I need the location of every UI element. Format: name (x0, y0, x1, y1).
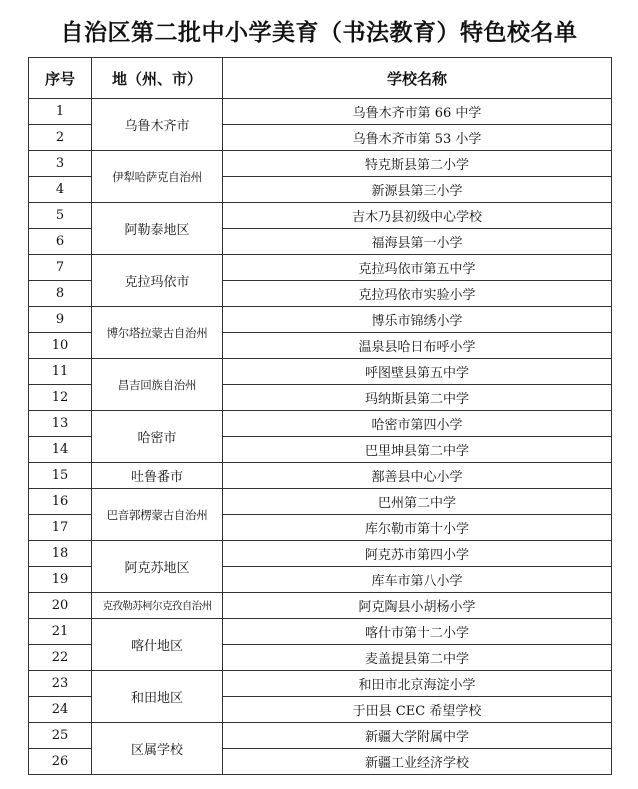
region-cell: 伊犁哈萨克自治州 (92, 151, 223, 203)
row-index: 4 (29, 177, 92, 203)
row-index: 22 (29, 645, 92, 671)
row-index: 2 (29, 125, 92, 151)
school-name-cell: 新疆大学附属中学 (223, 723, 612, 749)
row-index: 18 (29, 541, 92, 567)
region-cell: 吐鲁番市 (92, 463, 223, 489)
row-index: 14 (29, 437, 92, 463)
table-row (29, 541, 612, 567)
region-cell: 喀什地区 (92, 619, 223, 671)
region-cell: 区属学校 (92, 723, 223, 775)
row-index: 3 (29, 151, 92, 177)
table-row (29, 203, 612, 229)
school-name-cell: 特克斯县第二小学 (223, 151, 612, 177)
row-index: 10 (29, 333, 92, 359)
school-name-cell: 新疆工业经济学校 (223, 749, 612, 775)
region-cell: 哈密市 (92, 411, 223, 463)
table-body (29, 99, 612, 775)
table-row (29, 411, 612, 437)
row-index: 26 (29, 749, 92, 775)
row-index: 21 (29, 619, 92, 645)
table-row (29, 151, 612, 177)
school-name-cell: 玛纳斯县第二中学 (223, 385, 612, 411)
table-row (29, 671, 612, 697)
school-name-cell: 乌鲁木齐市第 53 小学 (223, 125, 612, 151)
row-index: 20 (29, 593, 92, 619)
school-name-cell: 阿克陶县小胡杨小学 (223, 593, 612, 619)
school-name-cell: 博乐市锦绣小学 (223, 307, 612, 333)
table-row (29, 255, 612, 281)
school-name-cell: 于田县 CEC 希望学校 (223, 697, 612, 723)
school-name-cell: 麦盖提县第二中学 (223, 645, 612, 671)
row-index: 16 (29, 489, 92, 515)
row-index: 5 (29, 203, 92, 229)
page-title: 自治区第二批中小学美育（书法教育）特色校名单 (60, 20, 578, 46)
region-cell: 克拉玛依市 (92, 255, 223, 307)
row-index: 6 (29, 229, 92, 255)
table-row (29, 359, 612, 385)
header-region: 地（州、市） (92, 58, 223, 99)
table-header-row (29, 58, 612, 99)
row-index: 1 (29, 99, 92, 125)
school-name-cell: 呼图壁县第五中学 (223, 359, 612, 385)
school-name-cell: 阿克苏市第四小学 (223, 541, 612, 567)
table-row (29, 619, 612, 645)
school-name-cell: 喀什市第十二小学 (223, 619, 612, 645)
table-row (29, 489, 612, 515)
row-index: 19 (29, 567, 92, 593)
school-name-cell: 吉木乃县初级中心学校 (223, 203, 612, 229)
region-cell: 博尔塔拉蒙古自治州 (92, 307, 223, 359)
region-cell: 克孜勒苏柯尔克孜自治州 (92, 593, 223, 619)
region-cell: 阿勒泰地区 (92, 203, 223, 255)
region-cell: 昌吉回族自治州 (92, 359, 223, 411)
row-index: 23 (29, 671, 92, 697)
table-row (29, 723, 612, 749)
row-index: 8 (29, 281, 92, 307)
region-cell: 阿克苏地区 (92, 541, 223, 593)
row-index: 12 (29, 385, 92, 411)
table-row (29, 307, 612, 333)
row-index: 25 (29, 723, 92, 749)
school-name-cell: 克拉玛依市实验小学 (223, 281, 612, 307)
row-index: 24 (29, 697, 92, 723)
school-name-cell: 巴里坤县第二中学 (223, 437, 612, 463)
school-name-cell: 和田市北京海淀小学 (223, 671, 612, 697)
row-index: 9 (29, 307, 92, 333)
row-index: 17 (29, 515, 92, 541)
table-row (29, 463, 612, 489)
region-cell: 乌鲁木齐市 (92, 99, 223, 151)
school-roster-table (28, 57, 612, 775)
school-name-cell: 福海县第一小学 (223, 229, 612, 255)
school-name-cell: 巴州第二中学 (223, 489, 612, 515)
school-name-cell: 克拉玛依市第五中学 (223, 255, 612, 281)
row-index: 15 (29, 463, 92, 489)
school-name-cell: 新源县第三小学 (223, 177, 612, 203)
school-name-cell: 乌鲁木齐市第 66 中学 (223, 99, 612, 125)
school-name-cell: 温泉县哈日布呼小学 (223, 333, 612, 359)
table-row (29, 99, 612, 125)
region-cell: 巴音郭楞蒙古自治州 (92, 489, 223, 541)
school-name-cell: 鄯善县中心小学 (223, 463, 612, 489)
school-name-cell: 库尔勒市第十小学 (223, 515, 612, 541)
header-school: 学校名称 (223, 58, 612, 99)
header-index: 序号 (29, 58, 92, 99)
row-index: 13 (29, 411, 92, 437)
row-index: 7 (29, 255, 92, 281)
region-cell: 和田地区 (92, 671, 223, 723)
school-name-cell: 哈密市第四小学 (223, 411, 612, 437)
school-name-cell: 库车市第八小学 (223, 567, 612, 593)
row-index: 11 (29, 359, 92, 385)
table-row (29, 593, 612, 619)
